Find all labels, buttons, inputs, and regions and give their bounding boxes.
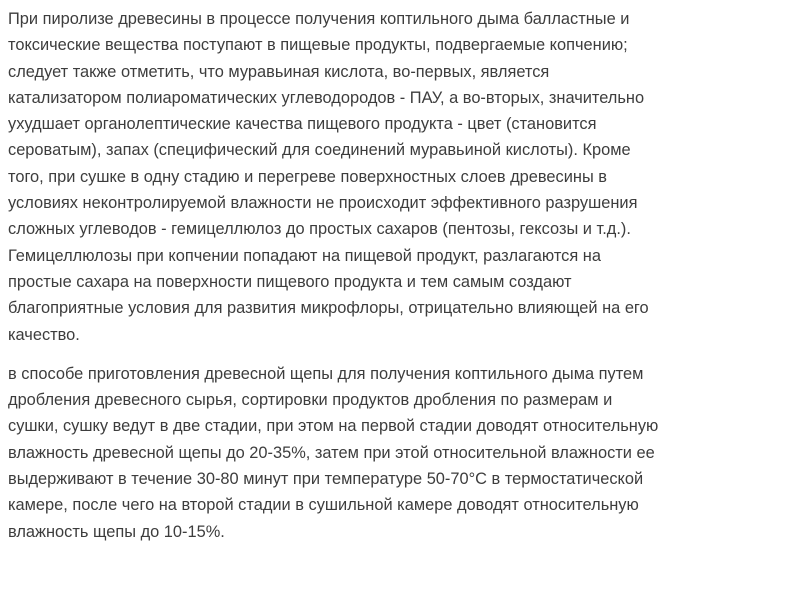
paragraph-wood-chip-method: в способе приготовления древесной щепы для получения коптильного дыма путем дробления древесного сырья, сортировки продуктов дробления по размерам и сушки, сушку ведут в две стадии, при этом на первой стадии доводят относительную влажность древесной щепы до 20-35%, затем при этой относительной влажности ее выдерживают в течение 30-80 минут при температуре 50-70°С в термостатической камере, после чего на второй стадии в сушильной камере доводят относительную влажность щепы до 10-15%.: [8, 364, 659, 541]
paragraph-pyrolysis: При пиролизе древесины в процессе получения коптильного дыма балластные и токсические вещества поступают в пищевые продукты, подвергаемые копчению; следует также отметить, что муравьиная кислота, во-первых, является катализатором полиароматических углеводородов - ПАУ, а во-вторых, значительно ухудшает органолептические качества пищевого продукта - цвет (становится сероватым), запах (специфический для соединений муравьиной кислоты). Кроме того, при сушке в одну стадию и перегреве поверхностных слоев древесины в условиях неконтролируемой влажности не происходит эффективного разрушения сложных углеводов - гемицеллюлоз до простых сахаров (пентозы, гексозы и т.д.). Гемицеллюлозы при копчении попадают на пищевой продукт, разлагаются на простые сахара на поверхности пищевого продукта и тем самым создают благоприятные условия для развития микрофлоры, отрицательно влияющей на его качество.: [8, 10, 649, 344]
